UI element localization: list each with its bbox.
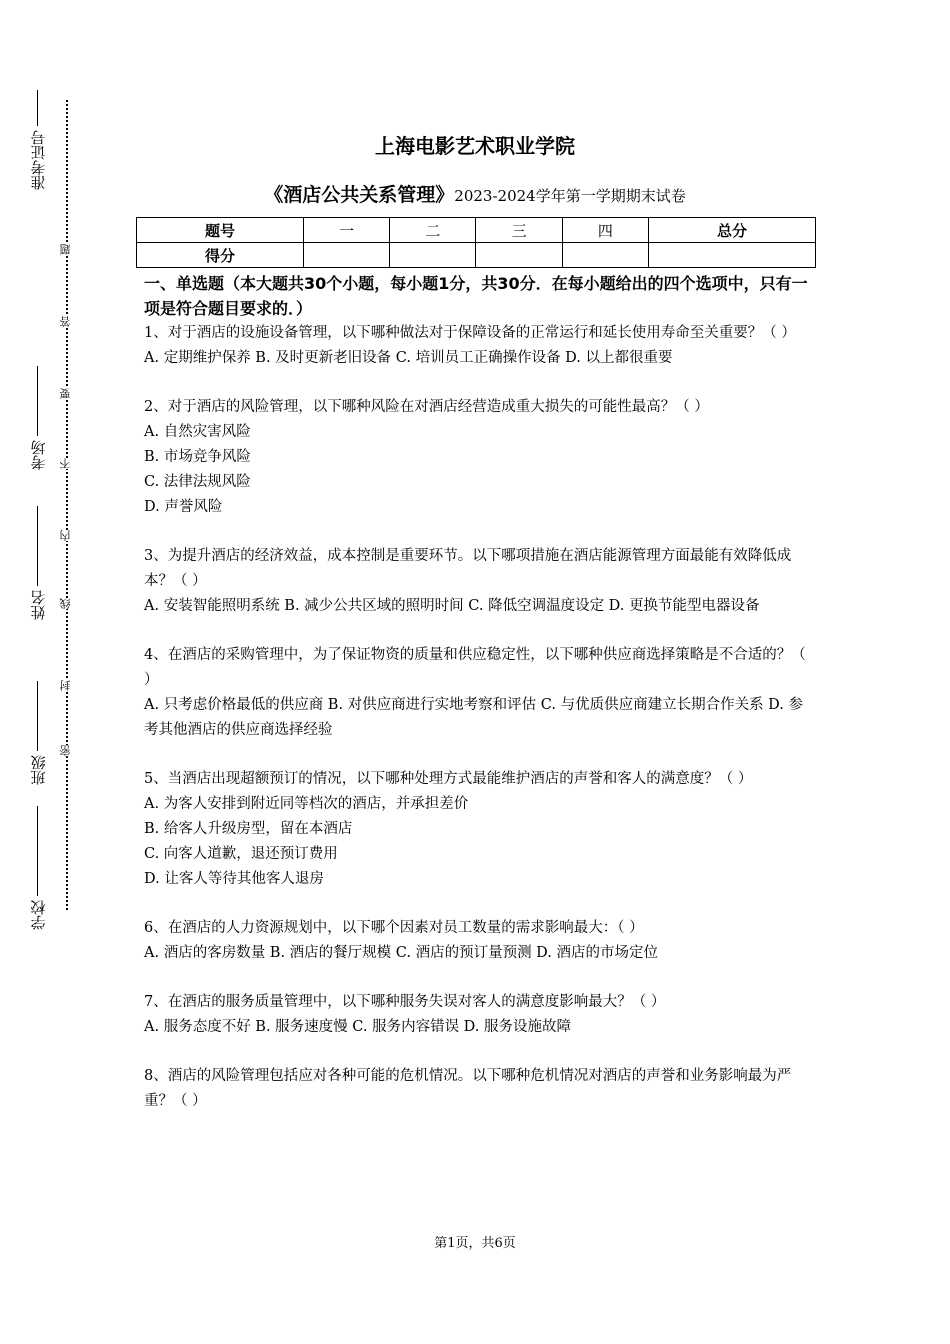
class-label: 班级 [29, 755, 48, 785]
question-option: A. 酒店的客房数量 B. 酒店的餐厅规模 C. 酒店的预订量预测 D. 酒店的市场定位 [144, 945, 659, 961]
question-item [144, 643, 809, 743]
seal-char: 封 [59, 680, 72, 691]
score-cell: 得分 [137, 243, 304, 268]
school-label: 学校 [29, 900, 48, 930]
binding-margin [24, 80, 52, 930]
seal-char: 答 [59, 316, 72, 327]
section-heading: 一、单选题（本大题共30个小题，每小题1分，共30分．在每小题给出的四个选项中，只有一项是符合题目要求的．） [144, 274, 808, 318]
exam-subtitle [0, 180, 950, 207]
exam-id-line [38, 90, 39, 126]
question-item [144, 395, 809, 520]
question-stem: 7、在酒店的服务质量管理中，以下哪种服务失误对客人的满意度影响最大？（ ） [144, 994, 666, 1010]
score-blank-cell [304, 243, 390, 268]
course-name: 《酒店公共关系管理》 [264, 184, 455, 206]
question-option: D. 让客人等待其他客人退房 [144, 871, 324, 887]
question-option: A. 为客人安排到附近同等档次的酒店，并承担差价 [144, 796, 469, 812]
score-blank-cell [562, 243, 648, 268]
question-option: A. 定期维护保养 B. 及时更新老旧设备 C. 培训员工正确操作设备 D. 以上都很重要 [144, 350, 673, 366]
exam-room-line [38, 366, 39, 436]
question-option: C. 向客人道歉，退还预订费用 [144, 846, 338, 862]
class-field [24, 670, 52, 785]
score-table-header-row [137, 218, 816, 243]
question-stem: 3、为提升酒店的经济效益，成本控制是重要环节。以下哪项措施在酒店能源管理方面最能有效降低成本？（ ） [144, 548, 792, 589]
score-blank-cell [476, 243, 562, 268]
seal-char: 内 [59, 530, 72, 541]
school-field [24, 800, 52, 930]
seal-char: 线 [59, 598, 72, 609]
question-option: A. 只考虑价格最低的供应商 B. 对供应商进行实地考察和评估 C. 与优质供应商建立长期合作关系 D. 参考其他酒店的供应商选择经验 [144, 697, 804, 738]
class-line [38, 681, 39, 751]
question-option: A. 服务态度不好 B. 服务速度慢 C. 服务内容错误 D. 服务设施故障 [144, 1019, 572, 1035]
question-option: D. 声誉风险 [144, 499, 223, 515]
score-cell: 二 [390, 218, 476, 243]
seal-char: 不 [59, 458, 72, 469]
question-stem: 1、对于酒店的设施设备管理，以下哪种做法对于保障设备的正常运行和延长使用寿命至关重要？（ ） [144, 325, 796, 341]
term-text: 2023-2024学年第一学期期末试卷 [454, 187, 686, 205]
exam-content [144, 271, 809, 1114]
seal-char: 题 [59, 244, 72, 255]
question-stem: 4、在酒店的采购管理中，为了保证物资的质量和供应稳定性，以下哪种供应商选择策略是不合适的？（ ） [144, 647, 806, 688]
question-stem: 8、酒店的风险管理包括应对各种可能的危机情况。以下哪种危机情况对酒店的声誉和业务影响最为严重？（ ） [144, 1068, 792, 1109]
question-option: B. 市场竞争风险 [144, 449, 251, 465]
page-title: 上海电影艺术职业学院 [375, 134, 575, 158]
seal-char: 要 [59, 388, 72, 399]
seal-dotted-line [66, 100, 68, 910]
question-stem: 5、当酒店出现超额预订的情况，以下哪种处理方式最能维护酒店的声誉和客人的满意度？（ ） [144, 771, 753, 787]
question-item [144, 916, 809, 966]
name-label: 姓名 [29, 590, 48, 620]
exam-room-label: 考场 [29, 440, 48, 470]
score-table [136, 217, 816, 268]
score-blank-cell [390, 243, 476, 268]
question-item [144, 544, 809, 619]
question-item [144, 767, 809, 892]
question-option: A. 自然灾害风险 [144, 424, 251, 440]
exam-id-label: 准考证号 [29, 130, 48, 190]
score-cell: 四 [562, 218, 648, 243]
question-option: A. 安装智能照明系统 B. 减少公共区域的照明时间 C. 降低空调温度设定 D. 更换节能型电器设备 [144, 598, 760, 614]
question-item [144, 321, 809, 371]
seal-char: 密 [59, 745, 72, 756]
question-item [144, 990, 809, 1040]
question-stem: 6、在酒店的人力资源规划中，以下哪个因素对员工数量的需求影响最大：（ ） [144, 920, 644, 936]
score-cell: 总分 [648, 218, 815, 243]
score-cell: 一 [304, 218, 390, 243]
question-option: C. 法律法规风险 [144, 474, 251, 490]
question-item [144, 1064, 809, 1114]
score-blank-cell [648, 243, 815, 268]
question-stem: 2、对于酒店的风险管理，以下哪种风险在对酒店经营造成重大损失的可能性最高？（ ） [144, 399, 709, 415]
score-cell: 题号 [137, 218, 304, 243]
name-line [38, 506, 39, 586]
score-table-score-row [137, 243, 816, 268]
page-footer: 第1页，共6页 [434, 1236, 516, 1251]
school-line [38, 806, 39, 896]
name-field [24, 500, 52, 620]
score-cell: 三 [476, 218, 562, 243]
question-option: B. 给客人升级房型，留在本酒店 [144, 821, 353, 837]
question-list [144, 321, 809, 1114]
exam-room-field [24, 350, 52, 470]
